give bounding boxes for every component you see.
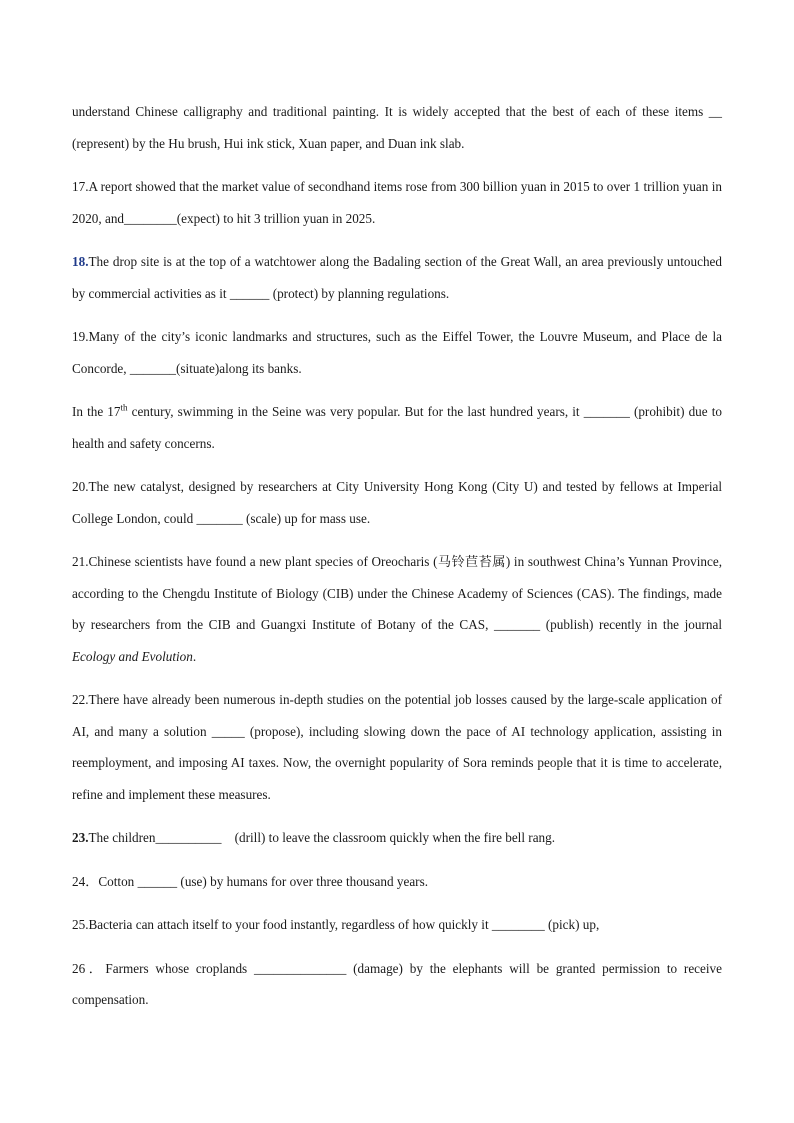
question-24 [72,866,722,898]
question-20 [72,471,722,534]
question-22 [72,684,722,810]
question-17 [72,171,722,234]
question-18 [72,246,722,309]
journal-title: Ecology and Evolution [72,648,193,664]
question-21 [72,546,722,672]
question-26 [72,953,722,1016]
question-text: 22.There have already been numerous in-depth studies on the potential job losses caused by the large-scale application of AI, and many a solution _____ (propose), including slowing down the pace of AI technology application, assisting in reemployment, and imposing AI taxes. Now, the overnight popularity of Sora reminds people that it is time to accelerate, refine and implement these measures. [72,692,722,802]
question-text: 19.Many of the city’s iconic landmarks and structures, such as the Eiffel Tower, the Louvre Museum, and Place de la Concorde, _______(situate)along its banks. [72,329,722,376]
question-number: 23. [72,830,89,845]
ordinal-superscript: th [120,402,128,413]
question-23 [72,822,722,854]
document-page [72,96,722,1028]
question-text: 26．Farmers whose croplands ______________ (damage) by the elephants will be granted permission to receive compensation. [72,960,722,1007]
question-19 [72,321,722,384]
question-25 [72,909,722,941]
question-text: 20.The new catalyst, designed by researchers at City University Hong Kong (City U) and tested by fellows at Imperial College London, could _______ (scale) up for mass use. [72,479,722,526]
question-number: 18. [72,254,89,269]
question-19-followup [72,396,722,459]
question-text: The children__________ (drill) to leave the classroom quickly when the fire bell rang. [88,830,556,845]
question-text: The drop site is at the top of a watchtower along the Badaling section of the Great Wall, an area previously untouched by commercial activities as it ______ (protect) by planning regulations. [72,254,722,301]
paragraph-continuation [72,96,722,159]
question-text-before: In the 17 [72,404,121,419]
question-text-after: century, swimming in the Seine was very popular. But for the last hundred years, it _______ (prohibit) due to health and safety concerns. [72,404,722,451]
question-text: 21.Chinese scientists have found a new plant species of Oreocharis (马铃苣苔属) in southwest China’s Yunnan Province, according to the Chengdu Institute of Biology (CIB) under the Chinese Academy of Sciences (CAS). The findings, made by researchers from the CIB and Guangxi Institute of Botany of the CAS, _______ (publish) recently in the journal [72,554,722,632]
question-text: 17.A report showed that the market value of secondhand items rose from 300 billion yuan in 2015 to over 1 trillion yuan in 2020, and________(expect) to hit 3 trillion yuan in 2025. [72,179,722,226]
question-text: 25.Bacteria can attach itself to your food instantly, regardless of how quickly it ________ (pick) up, [72,917,600,932]
paragraph-text: understand Chinese calligraphy and traditional painting. It is widely accepted that the best of each of these items __ (represent) by the Hu brush, Hui ink stick, Xuan paper, and Duan ink slab. [72,104,722,151]
question-text: 24．Cotton ______ (use) by humans for over three thousand years. [72,873,428,889]
question-text-end: . [192,648,197,664]
